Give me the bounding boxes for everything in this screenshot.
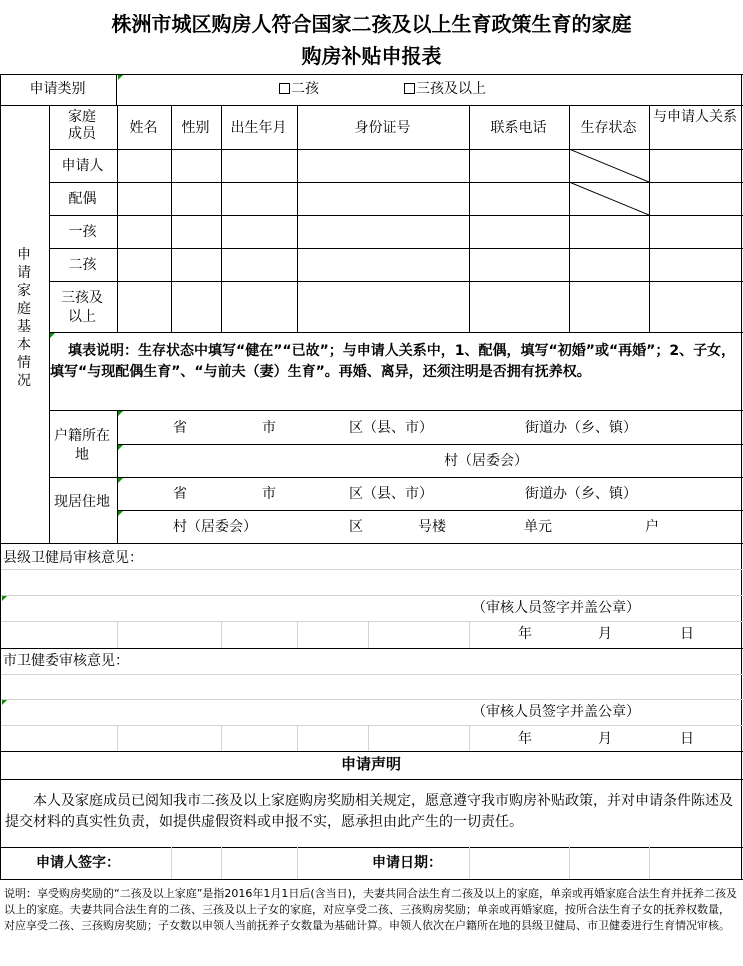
cell-marker <box>118 411 123 416</box>
checkbox-icon[interactable] <box>279 83 290 94</box>
form-title-line1: 株洲市城区购房人符合国家二孩及以上生育政策生育的家庭 <box>111 12 632 36</box>
residence-city: 市 <box>262 486 276 502</box>
county-review-day: 日 <box>680 626 694 642</box>
header-phone: 联系电话 <box>490 120 547 136</box>
hukou-label: 户籍所在地 <box>54 428 110 463</box>
application-date-label: 申请日期： <box>372 855 442 871</box>
cell-marker <box>118 511 123 516</box>
row-second-child: 二孩 <box>68 257 97 273</box>
fill-note: 填表说明：生存状态中填写“健在”“已故”；与申请人关系中，1、配偶，填写“初婚”或“再婚”；2、子女，填写“与现配偶生育”、“与前夫（妻）生育”。再婚、离异，还须注明是否拥有抚养权。 <box>50 343 736 380</box>
header-relation: 与申请人关系 <box>653 109 737 125</box>
hukou-village: 村（居委会） <box>444 453 528 469</box>
status-slash <box>569 149 649 215</box>
residence-household: 户 <box>645 519 659 535</box>
applicant-signature-label: 申请人签字： <box>36 855 120 871</box>
county-review-year: 年 <box>518 626 532 642</box>
residence-village: 村（居委会） <box>173 519 257 535</box>
declaration-text: 本人及家庭成员已阅知我市二孩及以上家庭购房奖励相关规定，愿意遵守我市购房补贴政策，并对申请条件陈述及提交材料的真实性负责，如提供虚假资料或申报不实，愿承担由此产生的一切责任。 <box>5 793 733 830</box>
residence-building: 号楼 <box>418 519 446 535</box>
checkbox-icon[interactable] <box>404 83 415 94</box>
city-review-day: 日 <box>680 731 694 747</box>
header-member: 家庭成员 <box>68 109 96 142</box>
header-status: 生存状态 <box>580 120 637 136</box>
county-review-label: 县级卫健局审核意见： <box>3 550 143 566</box>
footnote: 说明：享受购房奖励的“二孩及以上家庭”是指2016年1月1日后(含当日)，夫妻共同合法生育二孩及以上的家庭，单亲或再婚家庭合法生育并抚养二孩及以上的家庭。夫妻共同合法生育的二孩、三孩及以上子女的家庭，对应享受二孩、三孩购房奖励；单亲或再婚家庭，按所合法生育子女的抚养权数量，对应享受二孩、三孩购房奖励；子女数以申领人当前抚养子女数量为基础计算。申领人依次在户籍所在地的县级卫健局、市卫健委进行生育情况审核。 <box>4 887 737 932</box>
city-review-label: 市卫健委审核意见： <box>3 653 129 669</box>
declaration-title: 申请声明 <box>340 755 401 773</box>
option-two-child[interactable] <box>279 81 319 98</box>
category-label: 申请类别 <box>29 81 86 97</box>
hukou-district: 区（县、市） <box>349 420 433 436</box>
header-id: 身份证号 <box>354 120 411 136</box>
header-name: 姓名 <box>129 120 158 136</box>
option-two-label: 二孩 <box>291 81 319 97</box>
cell-marker <box>118 478 123 483</box>
residence-label: 现居住地 <box>54 494 110 510</box>
city-review-year: 年 <box>518 731 532 747</box>
row-spouse: 配偶 <box>68 191 97 207</box>
row-applicant: 申请人 <box>61 158 104 174</box>
city-review-sign: （审核人员签字并盖公章） <box>472 704 640 720</box>
residence-unit: 单元 <box>524 519 552 535</box>
header-birth: 出生年月 <box>230 120 287 136</box>
city-review-month: 月 <box>598 731 612 747</box>
cell-marker <box>2 596 7 601</box>
hukou-street: 街道办（乡、镇） <box>525 420 637 436</box>
option-three-child[interactable] <box>404 81 486 98</box>
cell-marker <box>50 333 55 338</box>
residence-street: 街道办（乡、镇） <box>525 486 637 502</box>
residence-district: 区（县、市） <box>349 486 433 502</box>
section-label: 申请家庭基本情况 <box>17 247 31 389</box>
hukou-province: 省 <box>173 420 187 436</box>
header-gender: 性别 <box>181 120 210 136</box>
form-title-line2: 购房补贴申报表 <box>301 44 442 68</box>
cell-marker <box>118 75 123 80</box>
row-third-child: 三孩及以上 <box>61 290 103 325</box>
hukou-city: 市 <box>262 420 276 436</box>
row-first-child: 一孩 <box>68 224 97 240</box>
option-three-label: 三孩及以上 <box>416 81 486 97</box>
cell-marker <box>118 445 123 450</box>
residence-province: 省 <box>173 486 187 502</box>
residence-district-short: 区 <box>349 519 363 535</box>
county-review-month: 月 <box>598 626 612 642</box>
county-review-sign: （审核人员签字并盖公章） <box>472 600 640 616</box>
cell-marker <box>2 700 7 705</box>
